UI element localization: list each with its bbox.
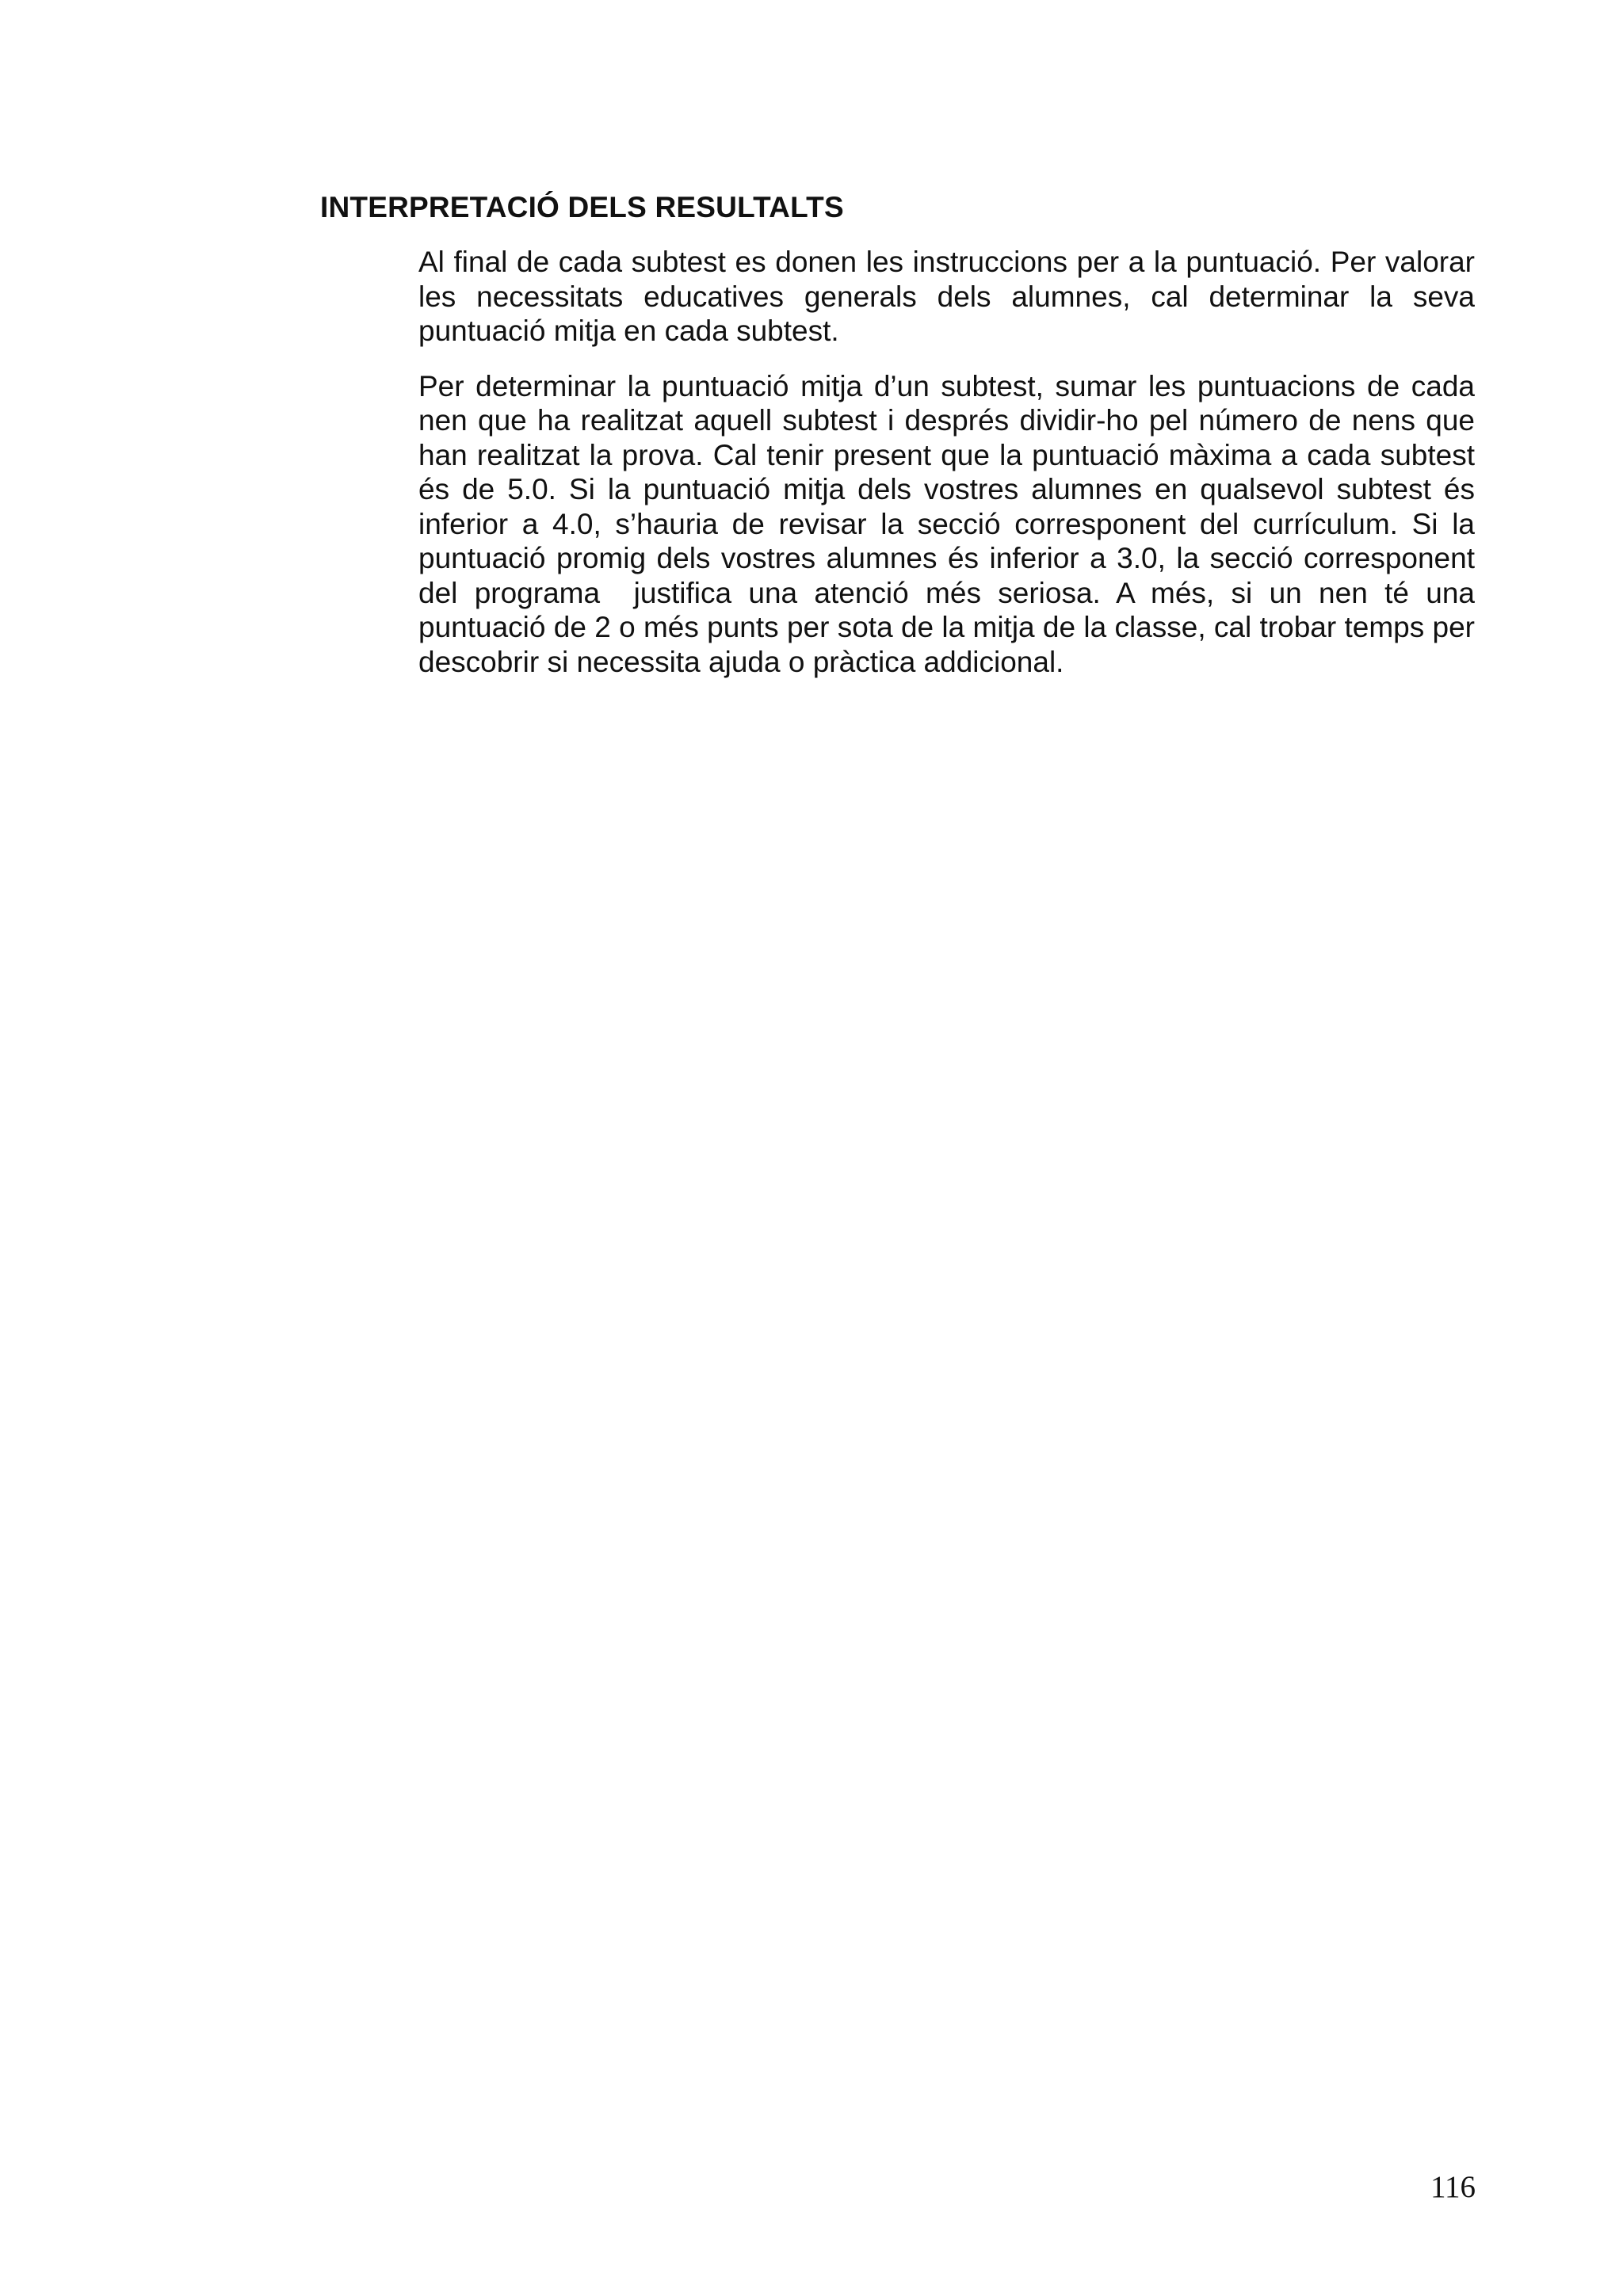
paragraph-scoring-instructions: Al final de cada subtest es donen les instruccions per a la puntuació. Per valorar les necessitats educatives generals dels alumnes, cal determinar la seva puntuació mitja en cada subtest. <box>418 246 1484 347</box>
paragraph-average-score: Per determinar la puntuació mitja d’un subtest, sumar les puntuacions de cada nen que ha realitzat aquell subtest i després dividir-ho pel número de nens que han realitzat la prova. Cal tenir present que la puntuació màxima a cada subtest és de 5.0. Si la puntuació mitja dels vostres alumnes en qualsevol subtest és inferior a 4.0, s’hauria de revisar la secció corresponent del currículum. Si la puntuació promig dels vostres alumnes és inferior a 3.0, la secció corresponent del programa justifica una atenció més seriosa. A més, si un nen té una puntuació de 2 o més punts per sota de la mitja de la classe, cal trobar temps per descobrir si necessita ajuda o pràctica addicional. <box>418 369 1484 678</box>
section-heading: INTERPRETACIÓ DELS RESULTALTS <box>320 191 844 223</box>
page-number: 116 <box>1430 2170 1476 2204</box>
section-body <box>418 245 1484 700</box>
